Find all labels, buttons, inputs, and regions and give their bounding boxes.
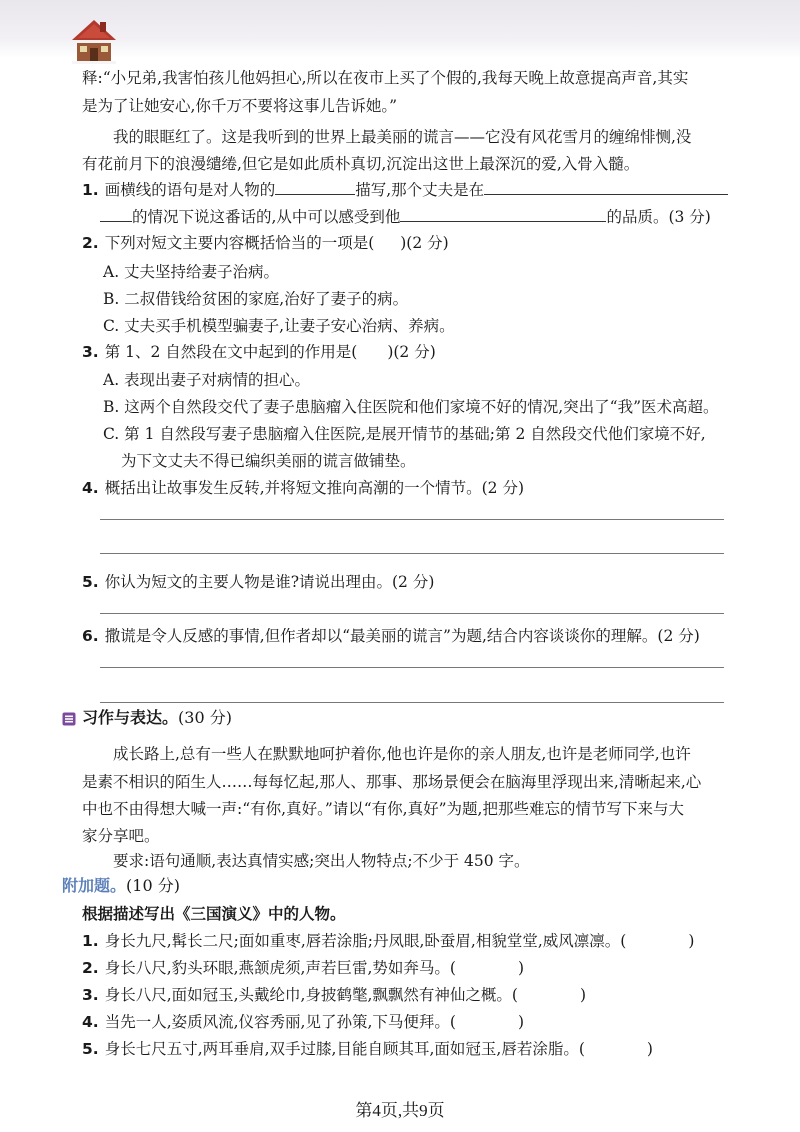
answer-line[interactable]: [100, 702, 724, 703]
answer-line[interactable]: [100, 553, 724, 554]
writing-requirements: 要求:语句通顺,表达真情实感;突出人物特点;不少于 450 字。: [113, 852, 530, 870]
option-a: A. 丈夫坚持给妻子治病。: [103, 263, 280, 281]
answer-blank[interactable]: [484, 180, 728, 195]
question-4: 4. 概括出让故事发生反转,并将短文推向高潮的一个情节。(2 分): [82, 479, 524, 497]
bonus-item-3: 3. 身长八尺,面如冠玉,头戴纶巾,身披鹤氅,飘飘然有神仙之概。( ): [82, 986, 587, 1004]
answer-line[interactable]: [100, 613, 724, 614]
bonus-instruction: 根据描述写出《三国演义》中的人物。: [82, 905, 346, 923]
option-c: C. 第 1 自然段写妻子患脑瘤入住医院,是展开情节的基础;第 2 自然段交代他们家境不好,: [103, 425, 706, 443]
option-a: A. 表现出妻子对病情的担心。: [103, 371, 311, 389]
bonus-section-title: 附加题。(10 分): [62, 876, 180, 895]
question-5: 5. 你认为短文的主要人物是谁?请说出理由。(2 分): [82, 573, 435, 591]
passage-line-1: 释:“小兄弟,我害怕孩儿他妈担心,所以在夜市上买了个假的,我每天晚上故意提高声音,其实: [82, 69, 689, 87]
section-icon: [62, 712, 76, 726]
question-6: 6. 撒谎是令人反感的事情,但作者却以“最美丽的谎言”为题,结合内容谈谈你的理解。(2 分): [82, 627, 700, 645]
writing-section-title: 习作与表达。(30 分): [82, 708, 232, 727]
passage-line-3: 我的眼眶红了。这是我听到的世界上最美丽的谎言——它没有风花雪月的缠绵悱恻,没: [113, 128, 692, 146]
question-number: 1.: [82, 181, 99, 199]
bonus-item-5: 5. 身长七尺五寸,两耳垂肩,双手过膝,目能自顾其耳,面如冠玉,唇若涂脂。( ): [82, 1040, 653, 1058]
writing-prompt-line-3: 中也不由得想大喊一声:“有你,真好。”请以“有你,真好”为题,把那些难忘的情节写下来与大: [82, 800, 684, 818]
question-3: 3. 第 1、2 自然段在文中起到的作用是( )(2 分): [82, 343, 436, 361]
writing-prompt-line-2: 是素不相识的陌生人……每每忆起,那人、那事、那场景便会在脑海里浮现出来,清晰起来,心: [82, 773, 702, 791]
question-1: 1. 画横线的语句是对人物的 描写,那个丈夫是在: [82, 180, 728, 200]
writing-prompt-line-1: 成长路上,总有一些人在默默地呵护着你,他也许是你的亲人朋友,也许是老师同学,也许: [113, 745, 691, 763]
option-c: C. 丈夫买手机模型骗妻子,让妻子安心治病、养病。: [103, 317, 455, 335]
bonus-item-1: 1. 身长九尺,髯长二尺;面如重枣,唇若涂脂;丹凤眼,卧蚕眉,相貌堂堂,威风凛凛。( ): [82, 932, 695, 950]
writing-prompt-line-4: 家分享吧。: [82, 827, 160, 845]
answer-blank[interactable]: [275, 180, 355, 195]
option-b: B. 这两个自然段交代了妻子患脑瘤入住医院和他们家境不好的情况,突出了“我”医术高超。: [103, 398, 719, 416]
question-2: 2. 下列对短文主要内容概括恰当的一项是( )(2 分): [82, 234, 449, 252]
answer-blank[interactable]: [400, 207, 606, 222]
answer-line[interactable]: [100, 519, 724, 520]
question-1-cont: 的情况下说这番话的,从中可以感受到他 的品质。(3 分): [100, 207, 711, 227]
passage-line-4: 有花前月下的浪漫缱绻,但它是如此质朴真切,沉淀出这世上最深沉的爱,入骨入髓。: [82, 155, 640, 173]
bonus-item-4: 4. 当先一人,姿质风流,仪容秀丽,见了孙策,下马便拜。( ): [82, 1013, 525, 1031]
bonus-item-2: 2. 身长八尺,豹头环眼,燕颔虎须,声若巨雷,势如奔马。( ): [82, 959, 525, 977]
passage-line-2: 是为了让她安心,你千万不要将这事儿告诉她。”: [82, 97, 398, 115]
page-number: 第4页,共9页: [355, 1101, 445, 1120]
option-b: B. 二叔借钱给贫困的家庭,治好了妻子的病。: [103, 290, 409, 308]
answer-blank[interactable]: [100, 207, 132, 222]
answer-line[interactable]: [100, 667, 724, 668]
option-c-cont: 为下文丈夫不得已编织美丽的谎言做铺垫。: [121, 452, 416, 470]
